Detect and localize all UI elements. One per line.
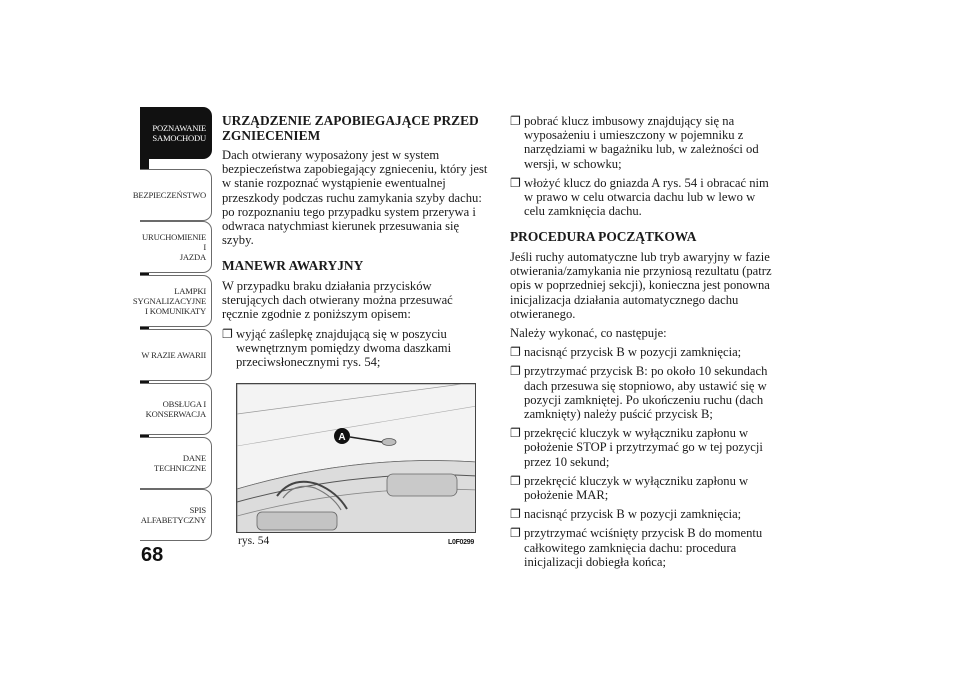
checkbox-bullet-icon: ❐ [510,426,521,441]
roof-illustration-icon [237,384,476,533]
tab-label: SPIS ALFABETYCZNY [140,505,206,525]
tab-label: LAMPKI SYGNALIZACYJNE I KOMUNIKATY [132,286,206,316]
list-item-text: przytrzymać przycisk B: po około 10 sekundach dach przesuwa się stopniowo, aby ustawić się w pozycji zamkniętej. Po ukończeniu ruchu (dach zamknięty) należy puścić przycisk B; [524,364,768,421]
list-item [222,327,492,370]
tab-obsluga-i-konserwacja[interactable] [140,383,212,435]
list-item-text: przekręcić kluczyk w wyłączniku zapłonu w położenie STOP i przytrzymać go w tej pozycji przez 10 sekund; [524,426,763,469]
checkbox-bullet-icon: ❐ [222,326,233,341]
section-heading-anti-pinch: URZĄDZENIE ZAPOBIEGAJĄCE PRZED ZGNIECENIEM [222,113,479,143]
paragraph-initial-procedure: Jeśli ruchy automatyczne lub tryb awaryjny w fazie otwierania/zamykania nie przyniosą rezultatu (patrz opis w poprzedniej sekcji), konieczna jest ponowna inicjalizacja działania automatycznego dachu otwieranego. [510,249,772,321]
checkbox-bullet-icon: ❐ [510,175,521,190]
tab-bezpieczenstwo[interactable] [132,169,212,221]
figure-roof-illustration [236,383,476,533]
figure-marker: A [338,432,346,443]
tab-label: W RAZIE AWARII [141,350,206,360]
list-item [510,176,775,219]
section-heading-initial-procedure: PROCEDURA POCZĄTKOWA [510,229,697,245]
checkbox-bullet-icon: ❐ [510,507,521,522]
tab-poznawanie-samochodu[interactable] [140,107,212,159]
list-item [510,114,775,171]
tab-w-razie-awarii[interactable] [140,329,212,381]
checkbox-bullet-icon: ❐ [510,345,521,360]
list-item-text: wyjąć zaślepkę znajdującą się w poszyciu wewnętrznym pomiędzy dwoma daszkami przeciwsłonecznymi rys. 54; [236,326,452,369]
tab-spis-alfabetyczny[interactable] [140,489,212,541]
right-column [510,114,775,574]
tab-label: URUCHOMIENIE I JAZDA [142,232,206,262]
page-number: 68 [141,544,164,566]
tab-label: OBSŁUGA I KONSERWACJA [145,399,206,419]
checkbox-bullet-icon: ❐ [510,473,521,488]
list-item [510,345,775,359]
checkbox-bullet-icon: ❐ [510,526,521,541]
tab-label: DANE TECHNICZNE [154,453,206,473]
list-item [510,426,775,469]
figure-caption: rys. 54 [238,535,270,547]
list-item [510,364,775,421]
list-item-text: przekręcić kluczyk w wyłączniku zapłonu w położenie MAR; [524,473,749,502]
checkbox-bullet-icon: ❐ [510,114,521,128]
checkbox-bullet-icon: ❐ [510,364,521,379]
list-item [510,474,775,502]
section-heading-emergency: MANEWR AWARYJNY [222,258,364,274]
list-item-text: przytrzymać wciśnięty przycisk B do momentu całkowitego zamknięcia dachu: procedura inicjalizacji dobiegła końca; [524,526,763,569]
tab-uruchomienie-i-jazda[interactable] [140,221,212,273]
figure-code: L0F0299 [448,539,474,546]
tab-label: POZNAWANIE SAMOCHODU [152,123,206,143]
tab-dane-techniczne[interactable] [140,437,212,489]
list-item-text: nacisnąć przycisk B w pozycji zamknięcia; [524,345,742,360]
paragraph-anti-pinch: Dach otwierany wyposażony jest w system bezpieczeństwa zapobiegający zgnieceniu, który jest w stanie rozpoznać wystąpienie ewentualnej przeszkody podczas ruchu zamykania szyby dachu: po rozpoznaniu tego przypadku system przerywa i odwraca natychmiast kierunek przesuwania się szyby. [222,148,488,248]
list-item-text: pobrać klucz imbusowy znajdujący się na wyposażeniu i umieszczony w pojemniku z narzędziami w bagażniku lub, w zależności od wersji, w schowku; [524,114,759,171]
list-item-text: włożyć klucz do gniazda A rys. 54 i obracać nim w prawo w celu otwarcia dachu lub w lewo w celu zamknięcia dachu. [524,175,769,219]
paragraph-emergency: W przypadku braku działania przycisków sterujących dach otwierany można przesuwać ręcznie zgodnie z poniższym opisem: [222,278,453,322]
tab-label: BEZPIECZEŃSTWO [132,190,206,200]
paragraph-instructions: Należy wykonać, co następuje: [510,325,667,340]
list-item [510,507,775,521]
list-item-text: nacisnąć przycisk B w pozycji zamknięcia; [524,507,742,522]
list-item [510,526,775,569]
left-column [222,114,492,374]
tab-lampki-sygnalizacyjne[interactable] [132,275,212,327]
